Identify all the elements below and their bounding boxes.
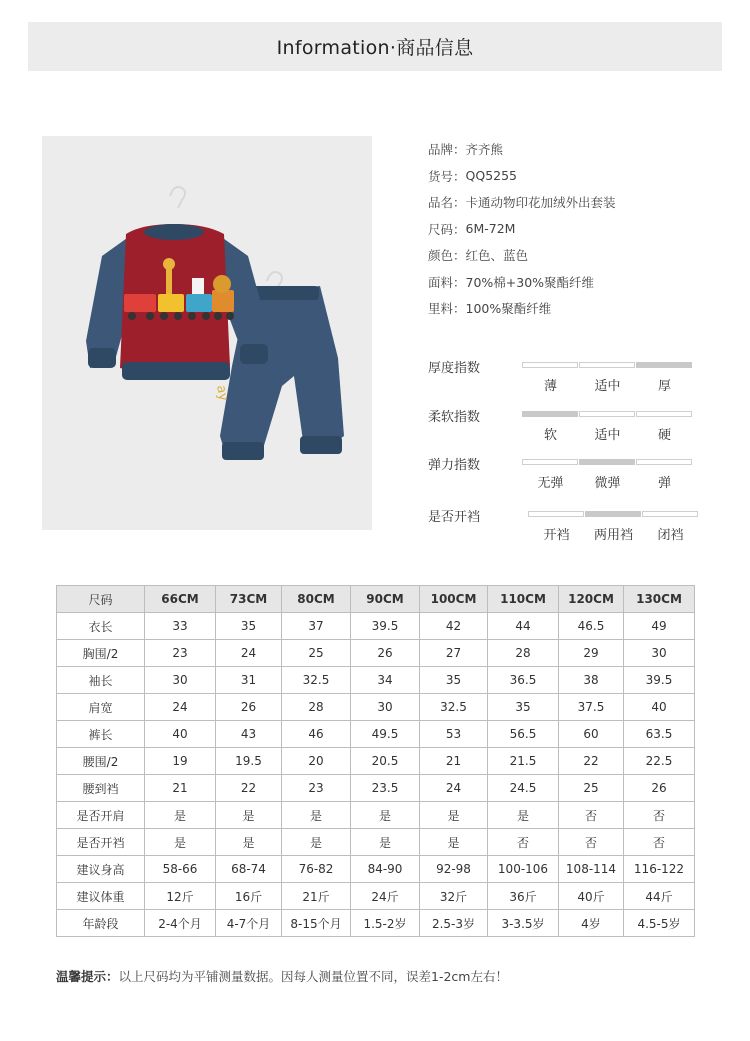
table-header-cell: 90CM <box>351 586 420 613</box>
table-cell: 25 <box>282 640 351 667</box>
table-header-cell: 130CM <box>624 586 695 613</box>
table-header-cell: 110CM <box>488 586 559 613</box>
table-cell: 39.5 <box>624 667 695 694</box>
index-option: 两用裆 <box>593 528 633 543</box>
table-cell: 16斤 <box>216 883 282 910</box>
index-option: 无弹 <box>537 476 564 491</box>
row-header-cell: 建议身高 <box>57 856 145 883</box>
table-cell: 24.5 <box>488 775 559 802</box>
tip-text: 以上尺码均为平铺测量数据。因每人测量位置不同，误差1-2cm左右！ <box>118 969 508 984</box>
index-segment <box>522 362 578 368</box>
info-key: 品名： <box>428 195 466 211</box>
table-cell: 108-114 <box>559 856 624 883</box>
index-bar <box>522 459 693 465</box>
size-table-header <box>57 586 695 613</box>
info-value: QQ5255 <box>465 168 518 184</box>
info-row-color <box>428 242 728 269</box>
table-header-cell: 120CM <box>559 586 624 613</box>
table-cell: 是 <box>420 802 488 829</box>
index-option: 硬 <box>657 428 671 443</box>
table-cell: 32.5 <box>420 694 488 721</box>
table-cell: 32斤 <box>420 883 488 910</box>
table-cell: 19.5 <box>216 748 282 775</box>
table-cell: 26 <box>216 694 282 721</box>
table-cell: 33 <box>145 613 216 640</box>
svg-text:ay: ay <box>213 384 231 403</box>
table-cell: 49 <box>624 613 695 640</box>
table-cell: 46.5 <box>559 613 624 640</box>
info-value: 6M-72M <box>465 221 516 237</box>
table-cell: 否 <box>624 802 695 829</box>
table-cell: 84-90 <box>351 856 420 883</box>
table-cell: 38 <box>559 667 624 694</box>
table-cell: 20.5 <box>351 748 420 775</box>
info-key: 面料： <box>428 274 466 290</box>
table-cell: 是 <box>282 829 351 856</box>
row-header-cell: 袖长 <box>57 667 145 694</box>
table-cell: 是 <box>351 802 420 829</box>
index-segment <box>528 511 584 517</box>
index-option: 微弹 <box>594 476 621 491</box>
tip-label: 温馨提示： <box>56 969 119 984</box>
table-cell: 否 <box>559 829 624 856</box>
warm-tip <box>56 967 508 985</box>
table-cell: 43 <box>216 721 282 748</box>
row-header-cell: 是否开裆 <box>57 829 145 856</box>
info-key: 货号： <box>428 168 466 184</box>
row-header-cell: 腰到裆 <box>57 775 145 802</box>
table-cell: 23 <box>282 775 351 802</box>
index-bar <box>522 411 693 417</box>
table-cell: 26 <box>351 640 420 667</box>
table-row <box>57 694 695 721</box>
table-cell: 20 <box>282 748 351 775</box>
product-photo <box>42 136 372 530</box>
table-cell: 53 <box>420 721 488 748</box>
table-cell: 25 <box>559 775 624 802</box>
index-option: 开裆 <box>543 528 570 543</box>
index-segment-selected <box>522 411 578 417</box>
table-row <box>57 802 695 829</box>
table-header-cell: 尺码 <box>57 586 145 613</box>
index-options <box>522 472 693 491</box>
table-cell: 44 <box>488 613 559 640</box>
info-key: 里料： <box>428 301 466 317</box>
table-cell: 否 <box>559 802 624 829</box>
info-row-lining <box>428 295 728 322</box>
table-cell: 4-7个月 <box>216 910 282 937</box>
index-options <box>522 424 693 443</box>
table-cell: 19 <box>145 748 216 775</box>
index-label: 是否开裆 <box>428 510 481 525</box>
table-cell: 是 <box>488 802 559 829</box>
row-header-cell: 胸围/2 <box>57 640 145 667</box>
row-header-cell: 建议体重 <box>57 883 145 910</box>
table-cell: 23.5 <box>351 775 420 802</box>
kids-sweatshirt-and-pants-photo <box>42 136 372 530</box>
index-bar <box>528 511 699 517</box>
index-segment <box>579 411 635 417</box>
table-row <box>57 748 695 775</box>
index-options <box>522 375 693 394</box>
table-cell: 28 <box>488 640 559 667</box>
table-cell: 40 <box>145 721 216 748</box>
table-cell: 4.5-5岁 <box>624 910 695 937</box>
info-value: 卡通动物印花加绒外出套装 <box>465 195 616 211</box>
table-cell: 63.5 <box>624 721 695 748</box>
table-cell: 2-4个月 <box>145 910 216 937</box>
table-cell: 24 <box>216 640 282 667</box>
info-key: 颜色： <box>428 248 466 264</box>
table-cell: 42 <box>420 613 488 640</box>
table-cell: 是 <box>145 802 216 829</box>
table-cell: 是 <box>145 829 216 856</box>
table-row <box>57 883 695 910</box>
index-segment <box>522 459 578 465</box>
table-cell: 32.5 <box>282 667 351 694</box>
table-header-cell: 73CM <box>216 586 282 613</box>
table-cell: 是 <box>216 802 282 829</box>
info-row-fabric <box>428 269 728 296</box>
table-row <box>57 613 695 640</box>
index-option: 适中 <box>594 428 621 443</box>
info-row-brand <box>428 136 728 163</box>
table-cell: 116-122 <box>624 856 695 883</box>
table-cell: 8-15个月 <box>282 910 351 937</box>
info-value: 70%棉+30%聚酯纤维 <box>465 274 595 290</box>
index-option: 闭裆 <box>657 528 684 543</box>
index-segment-selected <box>636 362 692 368</box>
table-cell: 否 <box>624 829 695 856</box>
table-header-cell: 66CM <box>145 586 216 613</box>
table-cell: 35 <box>488 694 559 721</box>
table-cell: 100-106 <box>488 856 559 883</box>
table-row <box>57 829 695 856</box>
info-value: 100%聚酯纤维 <box>465 301 552 317</box>
table-cell: 22 <box>559 748 624 775</box>
index-segment <box>636 459 692 465</box>
table-cell: 1.5-2岁 <box>351 910 420 937</box>
table-row <box>57 775 695 802</box>
index-segment <box>636 411 692 417</box>
row-header-cell: 裤长 <box>57 721 145 748</box>
table-cell: 29 <box>559 640 624 667</box>
index-label: 弹力指数 <box>428 458 481 473</box>
table-header-cell: 100CM <box>420 586 488 613</box>
table-cell: 34 <box>351 667 420 694</box>
table-cell: 是 <box>216 829 282 856</box>
table-cell: 12斤 <box>145 883 216 910</box>
table-cell: 28 <box>282 694 351 721</box>
table-cell: 31 <box>216 667 282 694</box>
row-header-cell: 年龄段 <box>57 910 145 937</box>
table-cell: 49.5 <box>351 721 420 748</box>
table-row <box>57 667 695 694</box>
table-cell: 22 <box>216 775 282 802</box>
row-header-cell: 腰围/2 <box>57 748 145 775</box>
index-bar <box>522 362 693 368</box>
index-segment-selected <box>579 459 635 465</box>
table-cell: 24 <box>420 775 488 802</box>
table-cell: 92-98 <box>420 856 488 883</box>
table-cell: 27 <box>420 640 488 667</box>
index-segment <box>579 362 635 368</box>
section-header <box>28 22 722 71</box>
table-cell: 30 <box>145 667 216 694</box>
table-row <box>57 910 695 937</box>
size-table <box>56 585 695 937</box>
table-cell: 46 <box>282 721 351 748</box>
table-row <box>57 856 695 883</box>
info-value: 齐齐熊 <box>465 142 504 158</box>
table-cell: 21 <box>420 748 488 775</box>
table-cell: 23 <box>145 640 216 667</box>
table-cell: 44斤 <box>624 883 695 910</box>
table-cell: 30 <box>351 694 420 721</box>
table-cell: 21斤 <box>282 883 351 910</box>
table-cell: 22.5 <box>624 748 695 775</box>
table-cell: 76-82 <box>282 856 351 883</box>
info-value: 红色、蓝色 <box>465 248 529 264</box>
index-label: 柔软指数 <box>428 410 481 425</box>
table-cell: 35 <box>216 613 282 640</box>
index-segment-selected <box>585 511 641 517</box>
table-cell: 21 <box>145 775 216 802</box>
index-option: 弹 <box>657 476 671 491</box>
row-header-cell: 肩宽 <box>57 694 145 721</box>
table-cell: 是 <box>351 829 420 856</box>
section-title: Information·商品信息 <box>276 37 474 59</box>
table-cell: 是 <box>420 829 488 856</box>
info-key: 品牌： <box>428 142 466 158</box>
table-cell: 3-3.5岁 <box>488 910 559 937</box>
index-option: 适中 <box>594 379 621 394</box>
info-row-item-no <box>428 163 728 190</box>
table-cell: 2.5-3岁 <box>420 910 488 937</box>
table-cell: 36斤 <box>488 883 559 910</box>
table-cell: 24斤 <box>351 883 420 910</box>
info-row-name <box>428 189 728 216</box>
index-option: 厚 <box>657 379 671 394</box>
index-label: 厚度指数 <box>428 361 481 376</box>
product-info-list <box>428 136 728 322</box>
table-header-cell: 80CM <box>282 586 351 613</box>
table-cell: 30 <box>624 640 695 667</box>
row-header-cell: 是否开肩 <box>57 802 145 829</box>
table-row <box>57 640 695 667</box>
table-row <box>57 721 695 748</box>
row-header-cell: 衣长 <box>57 613 145 640</box>
info-key: 尺码： <box>428 221 466 237</box>
table-cell: 56.5 <box>488 721 559 748</box>
table-cell: 60 <box>559 721 624 748</box>
table-cell: 37 <box>282 613 351 640</box>
index-option: 软 <box>543 428 557 443</box>
table-cell: 21.5 <box>488 748 559 775</box>
table-cell: 35 <box>420 667 488 694</box>
table-cell: 是 <box>282 802 351 829</box>
index-option: 薄 <box>543 379 557 394</box>
table-cell: 40斤 <box>559 883 624 910</box>
table-cell: 24 <box>145 694 216 721</box>
info-row-size <box>428 216 728 243</box>
table-cell: 58-66 <box>145 856 216 883</box>
table-cell: 否 <box>488 829 559 856</box>
table-cell: 68-74 <box>216 856 282 883</box>
table-cell: 37.5 <box>559 694 624 721</box>
size-table-body <box>57 613 695 937</box>
index-segment <box>642 511 698 517</box>
table-cell: 40 <box>624 694 695 721</box>
table-cell: 36.5 <box>488 667 559 694</box>
index-options <box>528 524 699 543</box>
table-cell: 39.5 <box>351 613 420 640</box>
table-cell: 4岁 <box>559 910 624 937</box>
table-cell: 26 <box>624 775 695 802</box>
